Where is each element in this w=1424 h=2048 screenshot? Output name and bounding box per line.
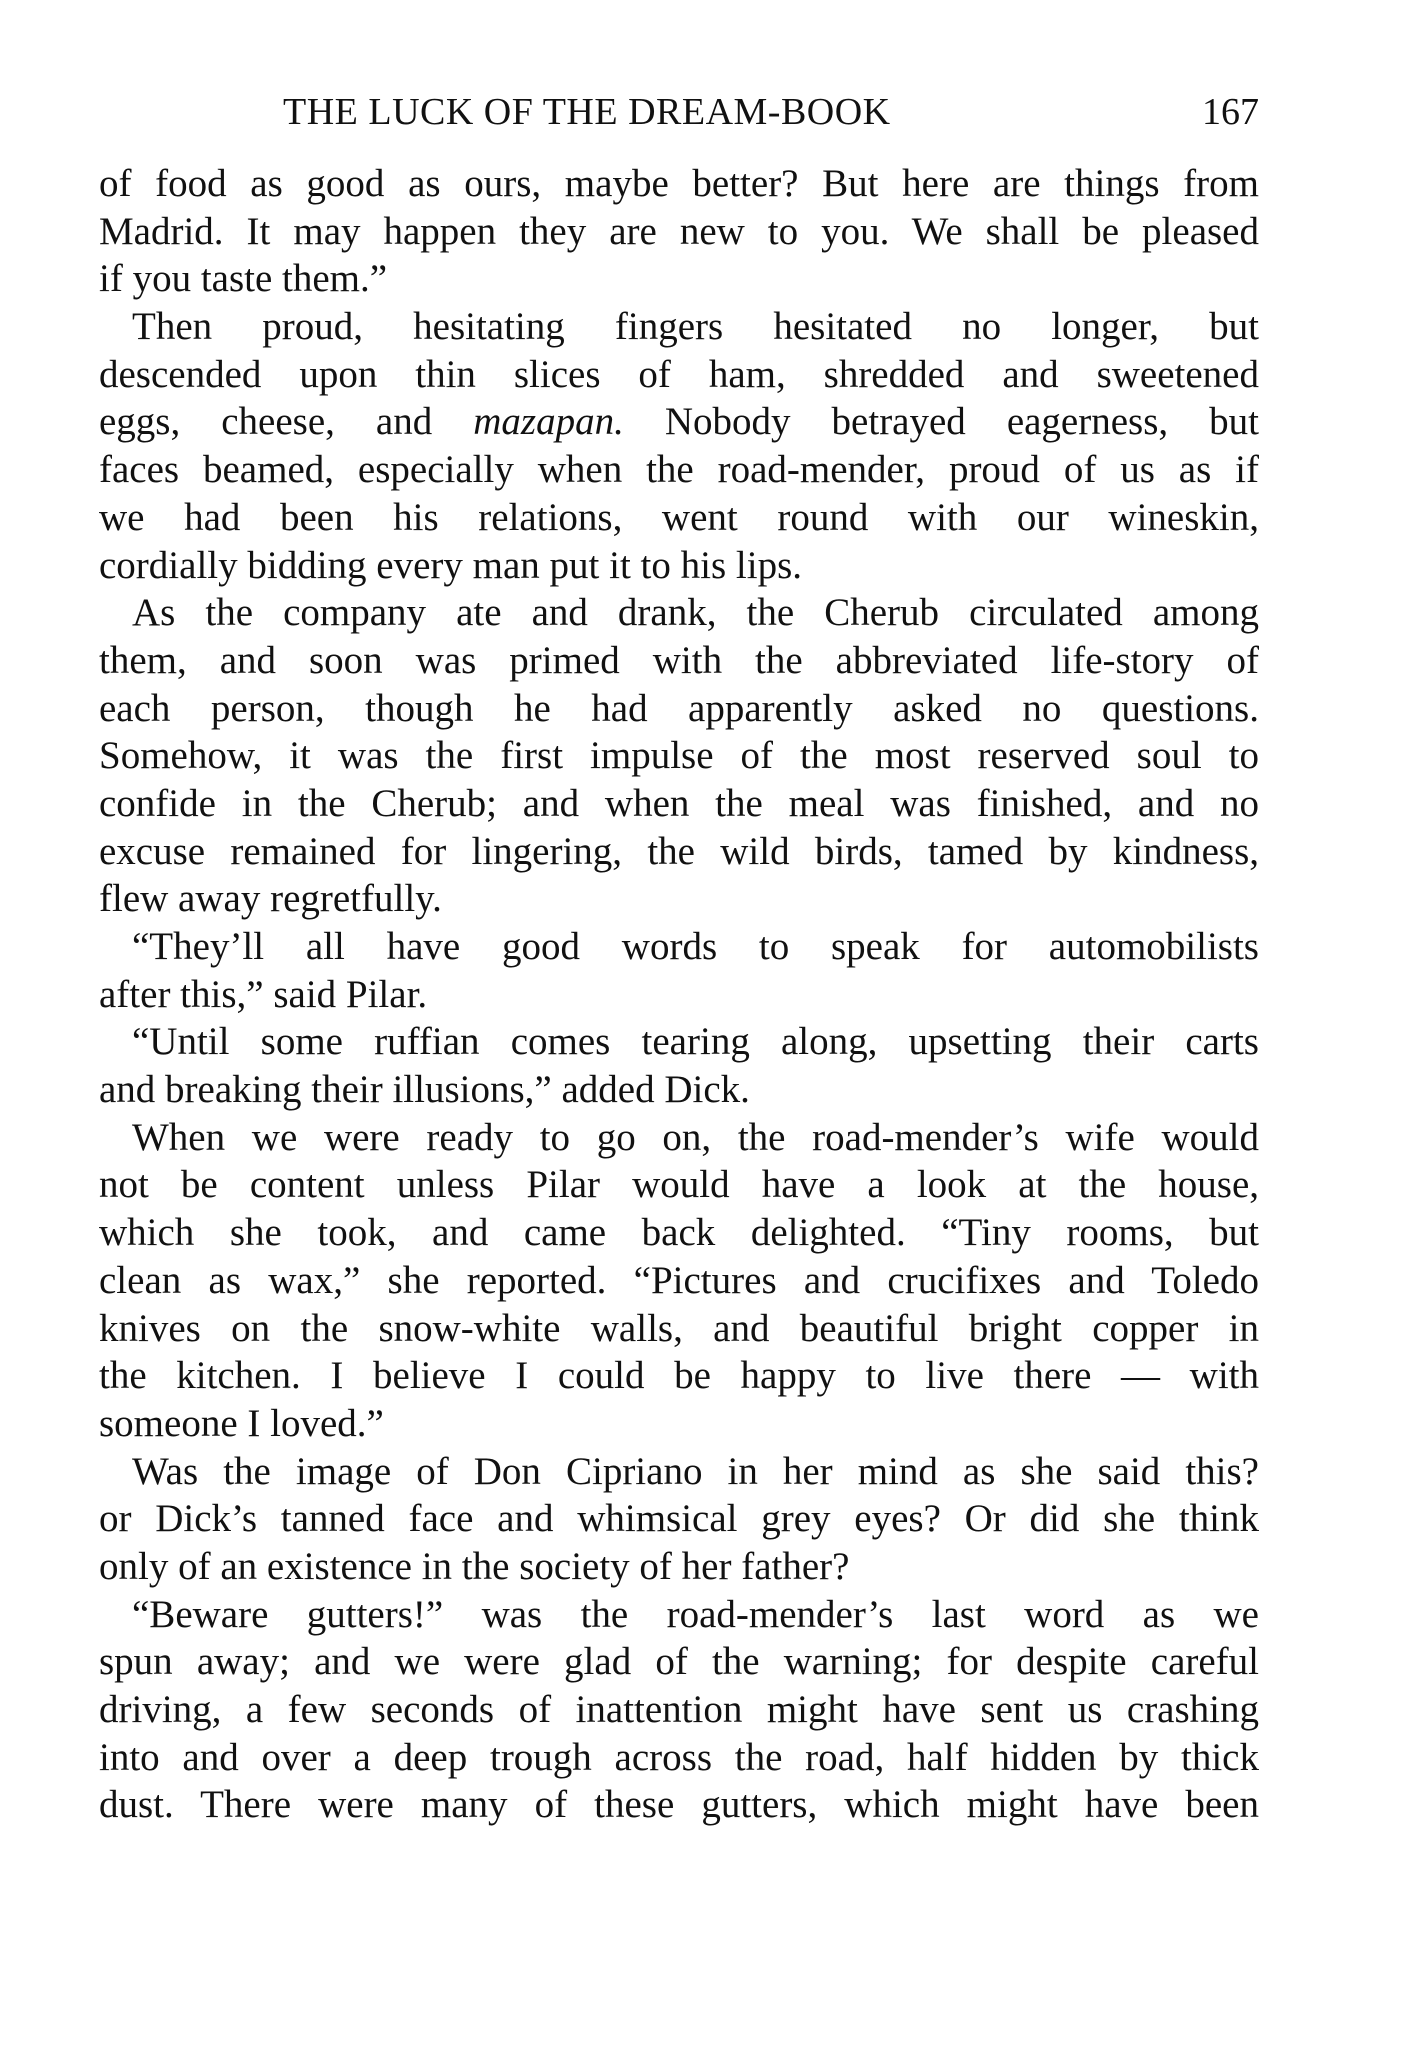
text-line bbox=[99, 780, 1259, 828]
line-text: eggs, cheese, and bbox=[99, 400, 474, 444]
text-line bbox=[99, 160, 1259, 208]
line-text: dust. There were many of these gutters, which might have been bbox=[99, 1783, 1259, 1827]
running-title: THE LUCK OF THE DREAM-BOOK bbox=[283, 91, 891, 133]
line-text: As the company ate and drank, the Cherub circulated among bbox=[132, 591, 1259, 635]
text-line bbox=[99, 303, 1259, 351]
line-text: driving, a few seconds of inattention might have sent us crashing bbox=[99, 1688, 1259, 1731]
line-text: and breaking their illusions,” added Dick. bbox=[99, 1068, 750, 1112]
text-line bbox=[99, 255, 1259, 303]
line-text: excuse remained for lingering, the wild birds, tamed by kindness, bbox=[99, 829, 1259, 873]
text-line bbox=[99, 446, 1259, 494]
text-line bbox=[99, 398, 1259, 446]
line-text: “They’ll all have good words to speak for automobilists bbox=[132, 925, 1259, 968]
line-text: of food as good as ours, maybe better? But here are things from bbox=[99, 162, 1259, 205]
line-text: we had been his relations, went round with our wineskin, bbox=[99, 495, 1259, 539]
line-text: flew away regretfully. bbox=[99, 877, 442, 921]
line-text: Somehow, it was the first impulse of the most reserved soul to bbox=[99, 734, 1259, 778]
text-line bbox=[99, 1114, 1259, 1162]
line-text: “Beware gutters!” was the road-mender’s last word as we bbox=[132, 1592, 1259, 1636]
text-line bbox=[99, 971, 1259, 1019]
line-text: spun away; and we were glad of the warning; for despite careful bbox=[99, 1640, 1259, 1684]
line-text: if you taste them.” bbox=[99, 257, 388, 301]
text-line bbox=[99, 1400, 1259, 1448]
text-line bbox=[99, 1591, 1259, 1639]
text-line bbox=[99, 1066, 1259, 1114]
text-line bbox=[99, 685, 1259, 733]
text-line bbox=[99, 637, 1259, 685]
line-text: faces beamed, especially when the road-mender, proud of us as if bbox=[99, 448, 1259, 492]
text-line bbox=[99, 1161, 1259, 1209]
line-text: or Dick’s tanned face and whimsical grey eyes? Or did she think bbox=[99, 1497, 1259, 1541]
line-text: each person, though he had apparently asked no questions. bbox=[99, 686, 1259, 730]
line-text: into and over a deep trough across the road, half hidden by thick bbox=[99, 1735, 1259, 1779]
text-line bbox=[99, 732, 1259, 780]
line-text: not be content unless Pilar would have a look at the house, bbox=[99, 1163, 1259, 1207]
text-line bbox=[99, 1257, 1259, 1305]
line-text: “Until some ruffian comes tearing along, upsetting their carts bbox=[132, 1020, 1259, 1064]
line-text: after this,” said Pilar. bbox=[99, 972, 428, 1016]
line-text: clean as wax,” she reported. “Pictures and crucifixes and Toledo bbox=[99, 1258, 1259, 1302]
body-text bbox=[99, 160, 1259, 1829]
text-line bbox=[99, 875, 1259, 923]
line-text: which she took, and came back delighted. “Tiny rooms, but bbox=[99, 1211, 1259, 1255]
text-line bbox=[99, 1209, 1259, 1257]
line-text: them, and soon was primed with the abbreviated life-story of bbox=[99, 638, 1259, 682]
text-line bbox=[99, 494, 1259, 542]
text-line bbox=[99, 542, 1259, 590]
text-line bbox=[99, 208, 1259, 256]
text-line bbox=[99, 1495, 1259, 1543]
line-text: the kitchen. I believe I could be happy to live there — with bbox=[99, 1354, 1259, 1398]
text-line bbox=[99, 351, 1259, 399]
line-text: someone I loved.” bbox=[99, 1401, 384, 1445]
text-line bbox=[99, 1781, 1259, 1829]
text-line bbox=[99, 1352, 1259, 1400]
line-text: cordially bidding every man put it to his lips. bbox=[99, 543, 802, 587]
line-text: Then proud, hesitating fingers hesitated no longer, but bbox=[132, 305, 1259, 349]
text-line bbox=[99, 1543, 1259, 1591]
line-text: descended upon thin slices of ham, shredded and sweetened bbox=[99, 352, 1259, 396]
page-header bbox=[99, 90, 1259, 140]
italic-word: mazapan. bbox=[473, 400, 624, 444]
text-line bbox=[99, 1305, 1259, 1353]
line-text: knives on the snow-white walls, and beautiful bright copper in bbox=[99, 1306, 1259, 1350]
text-line bbox=[99, 1638, 1259, 1686]
line-text: confide in the Cherub; and when the meal was finished, and no bbox=[99, 781, 1259, 825]
line-text: When we were ready to go on, the road-mender’s wife would bbox=[132, 1115, 1259, 1159]
text-line bbox=[99, 1734, 1259, 1782]
line-text: only of an existence in the society of her father? bbox=[99, 1544, 850, 1588]
text-line bbox=[99, 1448, 1259, 1496]
text-line bbox=[99, 828, 1259, 876]
line-text: Was the image of Don Cipriano in her mind as she said this? bbox=[132, 1449, 1259, 1493]
text-line bbox=[99, 923, 1259, 971]
line-text: Madrid. It may happen they are new to you. We shall be pleased bbox=[99, 209, 1259, 253]
text-line bbox=[99, 1018, 1259, 1066]
text-line bbox=[99, 589, 1259, 637]
page-number: 167 bbox=[1202, 91, 1259, 133]
text-line bbox=[99, 1686, 1259, 1734]
line-text: Nobody betrayed eagerness, but bbox=[623, 400, 1259, 444]
